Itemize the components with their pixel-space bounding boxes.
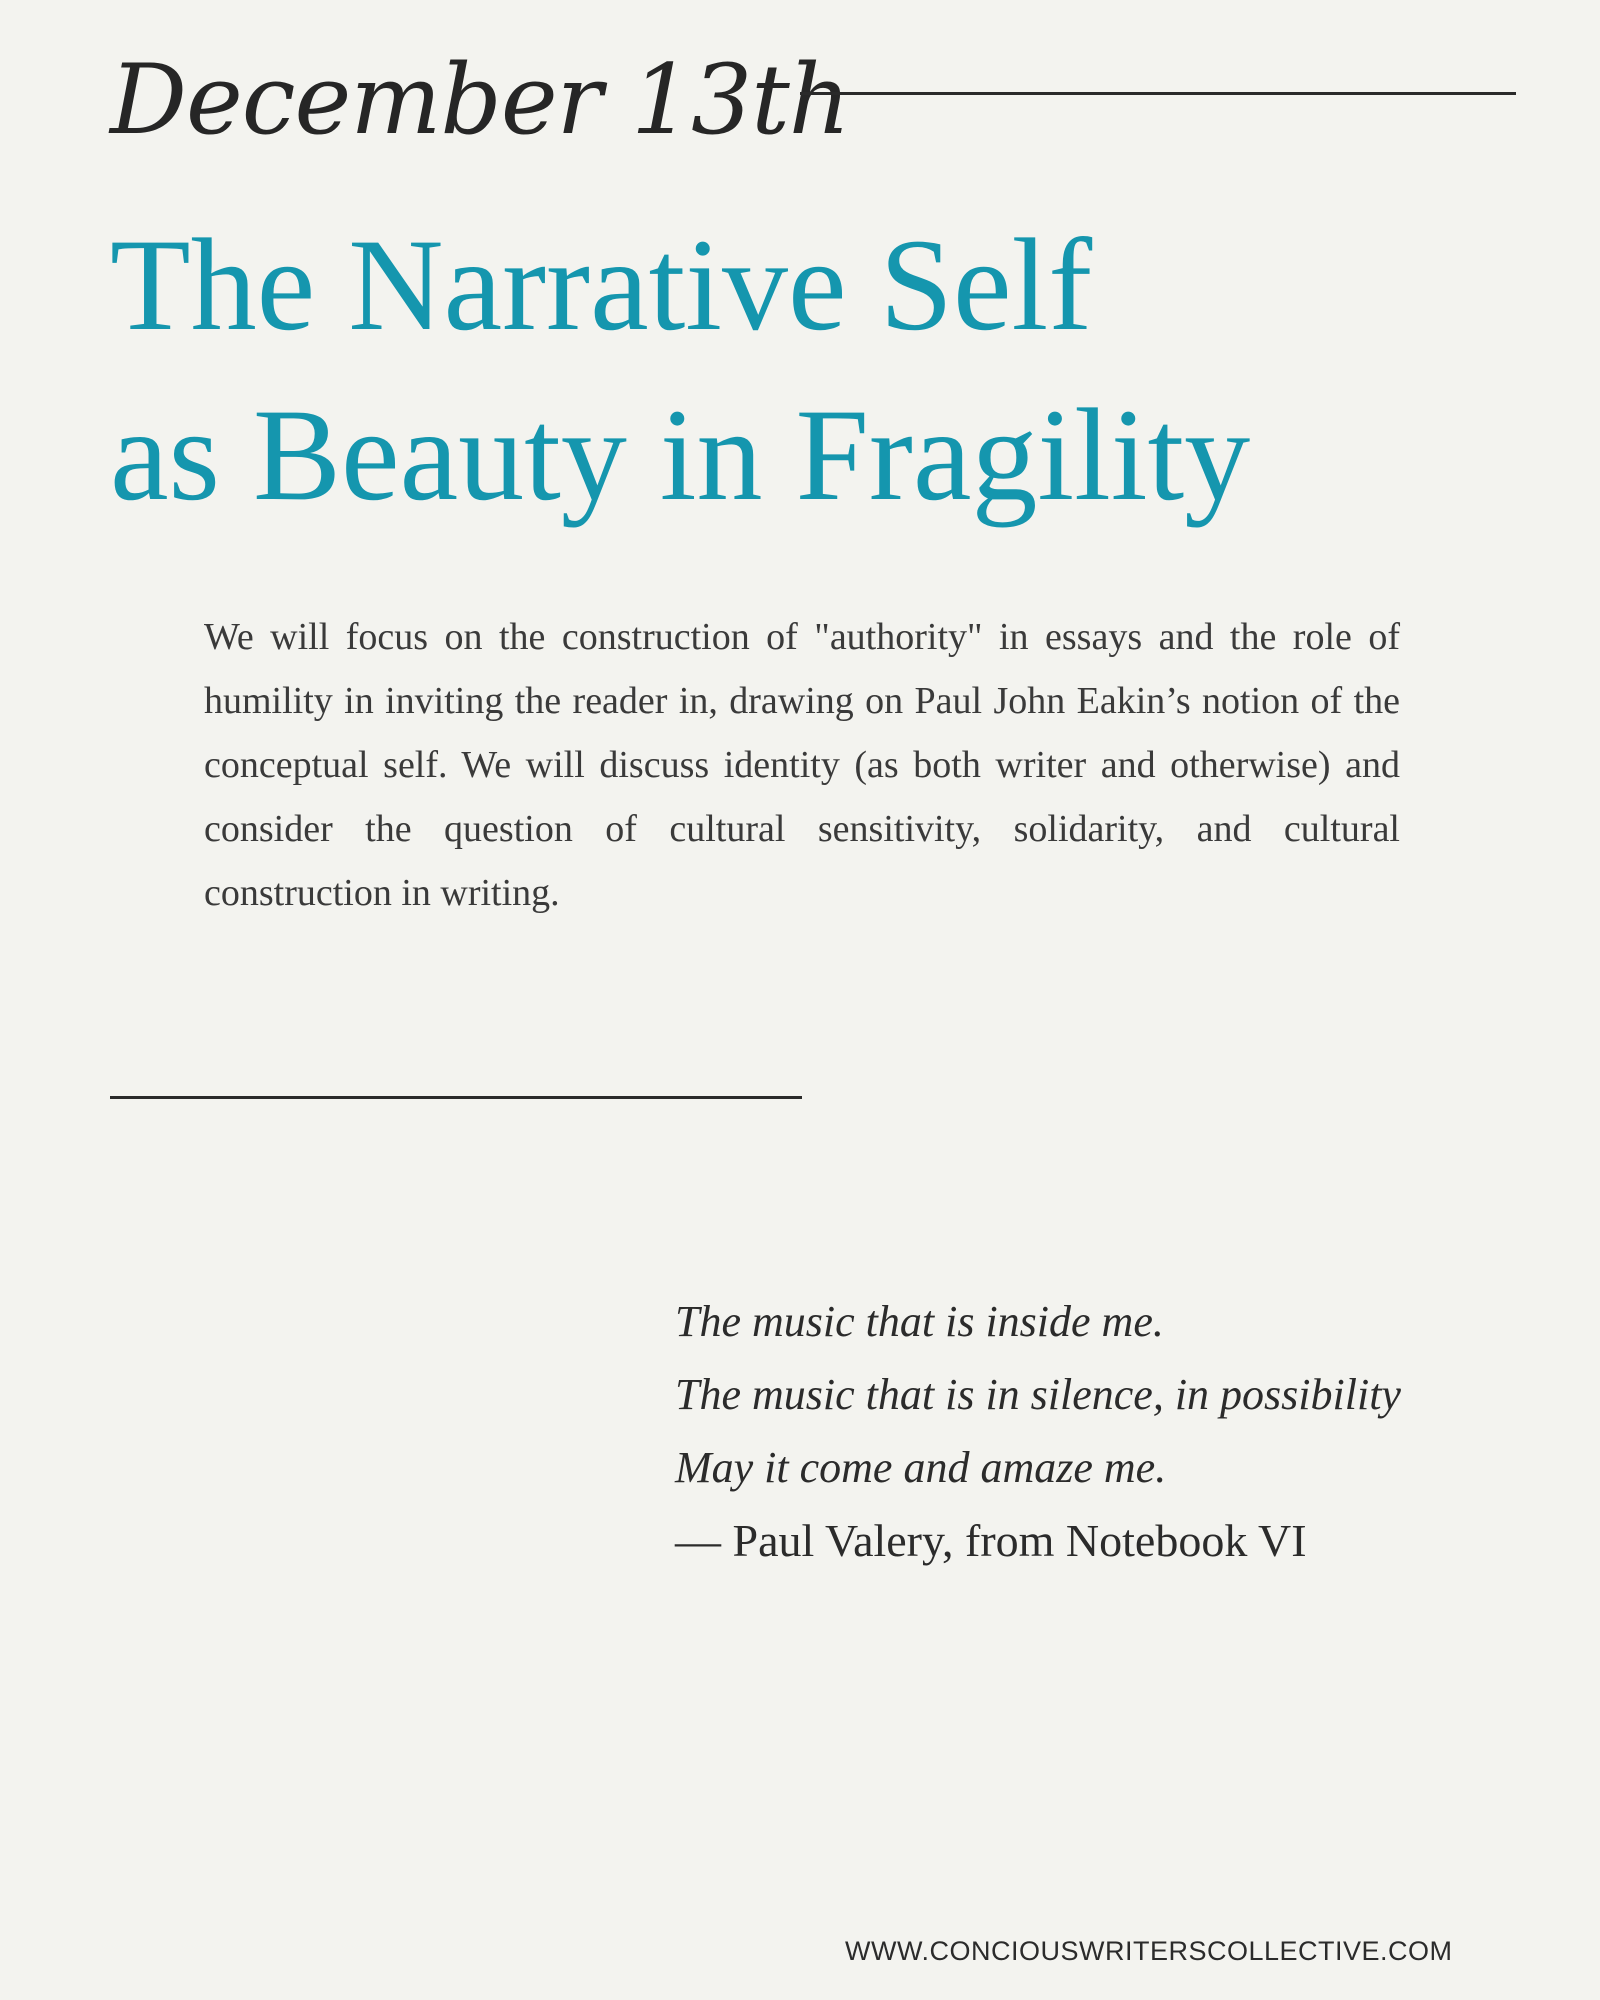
title-line-2: as Beauty in Fragility (110, 381, 1251, 528)
website-link[interactable]: WWW.CONCIOUSWRITERSCOLLECTIVE.COM (845, 1936, 1453, 1966)
quote-line-1: The music that is inside me. (675, 1297, 1164, 1346)
quote-line-2: The music that is in silence, in possibility (675, 1370, 1401, 1419)
session-description: We will focus on the construction of "authority" in essays and the role of humility in inviting the reader in, drawing on Paul John Eakin’s notion of the conceptual self. We will discuss identity (as both writer and otherwise) and consider the question of cultural sensitivity, solidarity, and cultural construction in writing. (204, 616, 1400, 914)
event-date: December 13th (110, 44, 850, 156)
epigraph-quote (675, 1285, 1495, 1577)
title-line-1: The Narrative Self (110, 211, 1093, 358)
middle-divider (110, 1096, 802, 1099)
top-divider (800, 92, 1516, 95)
quote-line-3: May it come and amaze me. (675, 1443, 1167, 1492)
page-title (110, 200, 1490, 540)
quote-attribution: — Paul Valery, from Notebook VI (675, 1515, 1307, 1566)
